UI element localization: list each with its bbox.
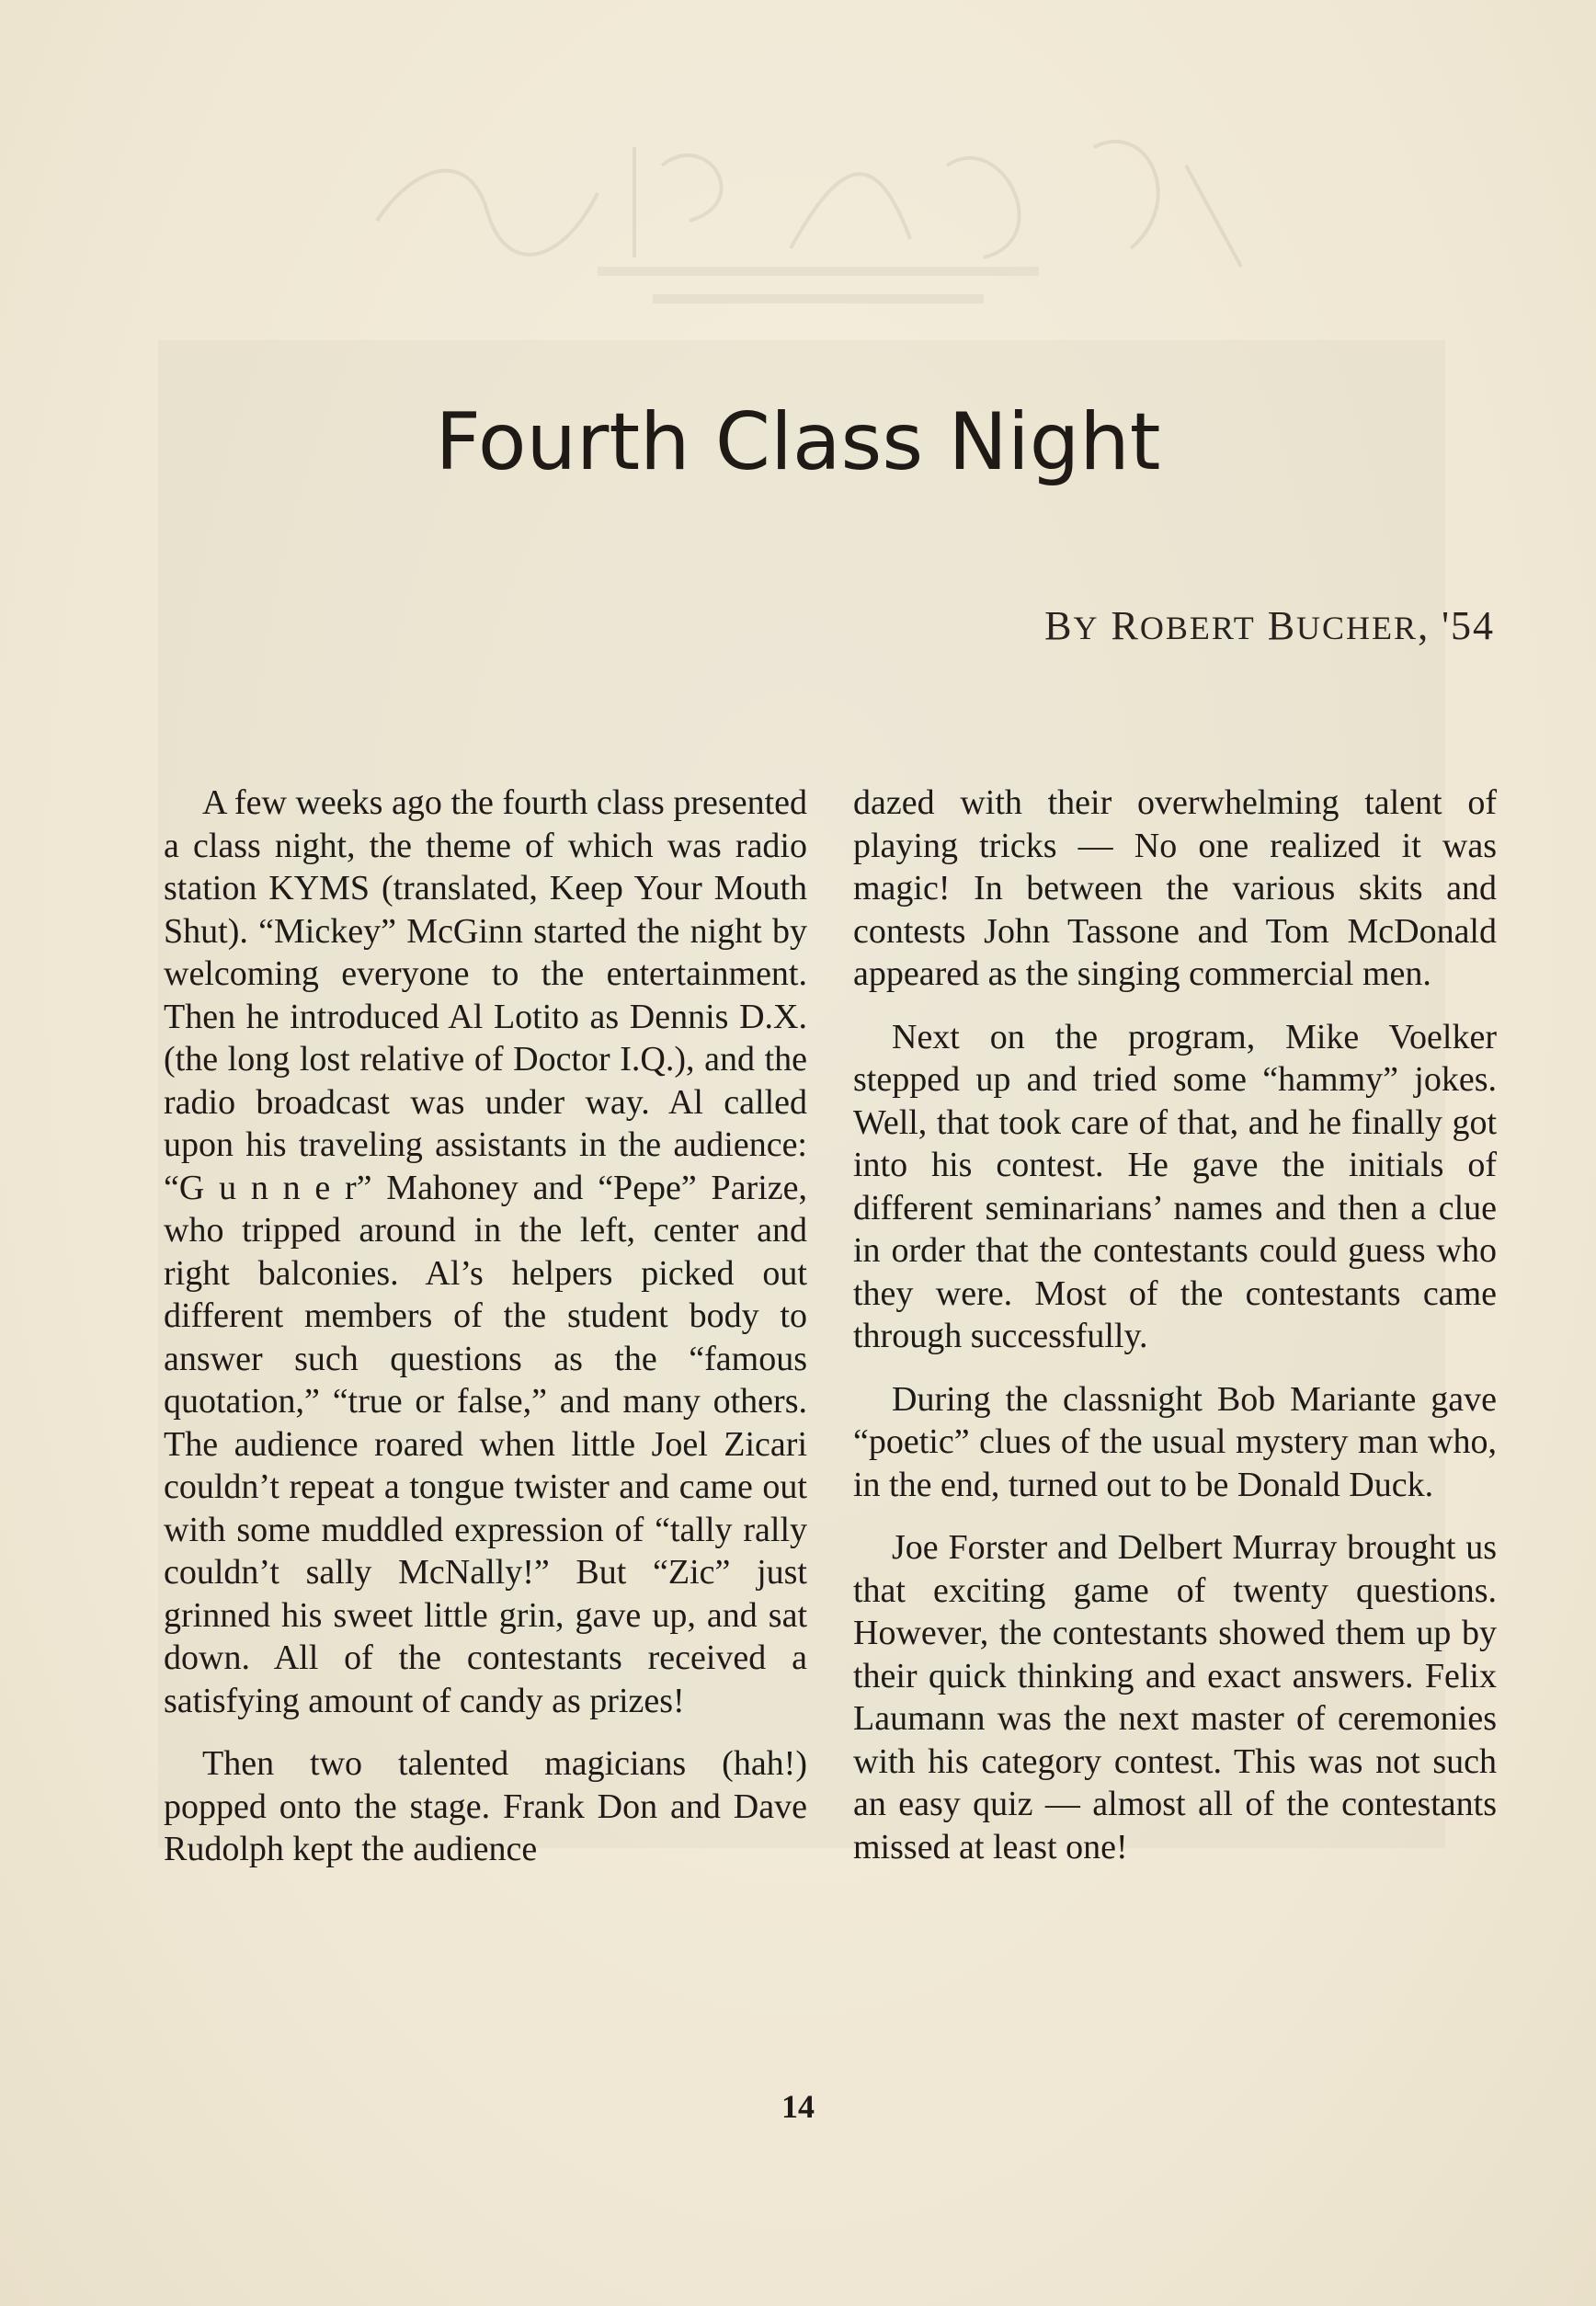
author-last-small-caps: UCHER [1296,610,1419,646]
right-paragraph-3: During the classnight Bob Mariante gave “poetic” clues of the usual mystery man who, in the end, turned out to be Donald Duck. [853,1379,1497,1504]
byline-prefix-small-caps: Y [1073,610,1100,646]
show-through-handwriting [359,110,1278,303]
author-class-year: , '54 [1418,603,1495,648]
article-byline [1044,602,1495,649]
page-number: 14 [781,2088,815,2125]
right-column [853,782,1497,1889]
right-paragraph-4: Joe Forster and Delbert Murray brought us that exciting game of twenty questions. However, the contestants showed them up by their quick thinking and exact answers. Felix Laumann was the next master of ceremonies with his category contest. This was not such an easy quiz — almost all of the contestants missed at least one! [853,1528,1497,1866]
author-first-small-caps: OBERT [1139,610,1256,646]
left-column [164,782,807,1891]
left-paragraph-2: Then two talented magicians (hah!) popped onto the stage. Frank Don and Dave Rudolph kept the audience [164,1744,807,1868]
byline-prefix: B [1044,603,1074,648]
right-paragraph-continued: dazed with their overwhelming talent of playing tricks — No one realized it was magic! In between the various skits and contests John Tassone and Tom McDonald appeared as the singing commercial men. [853,783,1497,993]
author-last-initial: B [1267,603,1297,648]
right-paragraph-2: Next on the program, Mike Voelker stepped up and tried some “hammy” jokes. Well, that took care of that, and he finally got into his contest. He gave the initials of different seminarians’ names and then a clue in order that the contestants could guess who they were. Most of the contestants came through successfully. [853,1017,1497,1355]
article-title: Fourth Class Night [435,396,1161,488]
author-first-initial: R [1111,603,1140,648]
left-paragraph-1: A few weeks ago the fourth class presented a class night, the theme of which was radio station KYMS (translated, Keep Your Mouth Shut). “Mickey” McGinn started the night by welcoming everyone to the entertainment. Then he introduced Al Lotito as Dennis D.X. (the long lost relative of Doctor I.Q.), and the radio broadcast was under way. Al called upon his traveling assistants in the audience: “G u n n e r” Mahoney and “Pepe” Parize, who tripped around in the left, center and right balconies. Al’s helpers picked out different members of the student body to answer such questions as the “famous quotation,” “true or false,” and many others. The audience roared when little Joel Zicari couldn’t repeat a tongue twister and came out with some muddled expression of “tally rally couldn’t sally McNally!” But “Zic” just grinned his sweet little grin, gave up, and sat down. All of the contestants received a satisfying amount of candy as prizes! [164,783,807,1720]
